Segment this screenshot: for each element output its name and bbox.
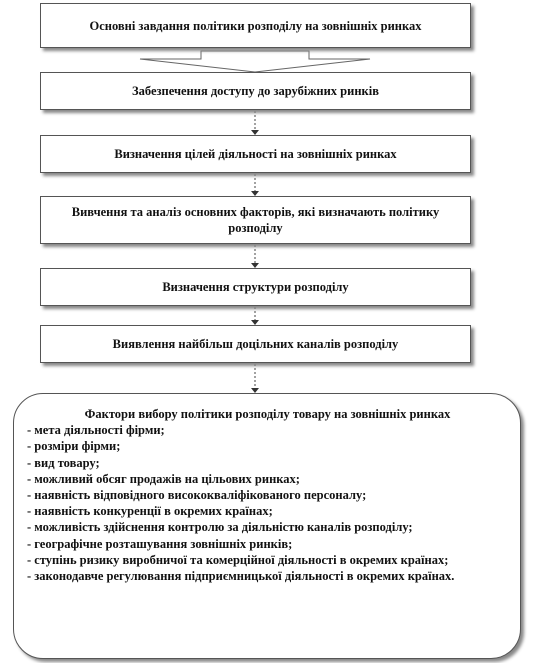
factor-item: - вид товару; bbox=[27, 455, 100, 470]
factor-item: - можливий обсяг продажів на цільових ринках; bbox=[27, 471, 300, 486]
factor-item: - наявність відповідного висококваліфікованого персоналу; bbox=[27, 488, 367, 503]
goals-label: Визначення цілей діяльності на зовнішніх ринках bbox=[114, 147, 397, 161]
factor-item: - географічне розташування зовнішніх ринків; bbox=[27, 536, 293, 551]
wide-arrow bbox=[140, 51, 370, 72]
goals-box bbox=[40, 135, 471, 173]
market-access-box bbox=[40, 72, 471, 110]
channels-label: Виявлення найбільш доцільних каналів розподілу bbox=[112, 337, 399, 351]
factors-title: Фактори вибору політики розподілу товару на зовнішніх ринках bbox=[84, 407, 451, 421]
structure-box bbox=[40, 268, 471, 306]
main-tasks-box bbox=[40, 3, 471, 48]
factor-item: - розміри фірми; bbox=[27, 439, 121, 454]
factor-item: - ступінь ризику виробничої та комерційної діяльності в окремих країнах; bbox=[27, 552, 449, 567]
factor-item: - можливість здійснення контролю за діяльністю каналів розподілу; bbox=[27, 520, 413, 535]
structure-label: Визначення структури розподілу bbox=[162, 280, 349, 294]
factor-item: - наявність конкуренції в окремих країнах; bbox=[27, 504, 273, 519]
main-tasks-label: Основні завдання політики розподілу на зовнішніх ринках bbox=[89, 18, 422, 33]
channels-box bbox=[40, 325, 471, 363]
factor-item: - мета діяльності фірми; bbox=[27, 423, 165, 438]
factors-box bbox=[13, 393, 521, 659]
factor-analysis-box bbox=[40, 196, 471, 244]
factor-item: - законодавче регулювання підприємницької діяльності в окремих країнах. bbox=[27, 569, 455, 584]
market-access-label: Забезпечення доступу до зарубіжних ринків bbox=[132, 84, 379, 98]
factor-analysis-label: Вивчення та аналіз основних факторів, які визначають політику розподілу bbox=[71, 205, 440, 235]
